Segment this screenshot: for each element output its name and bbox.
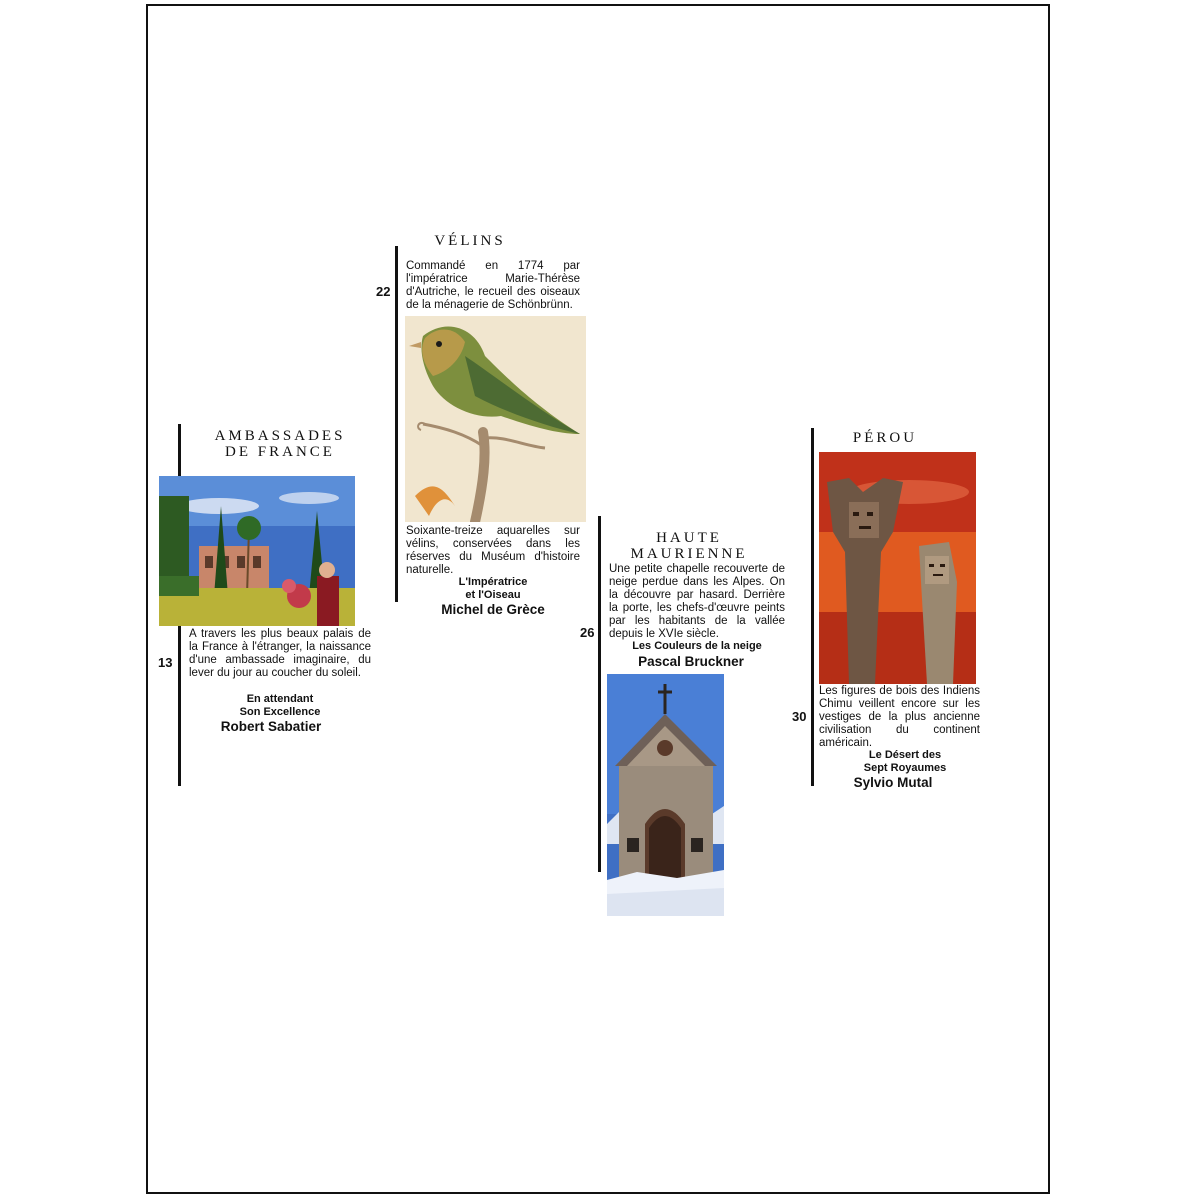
velins-heading	[410, 233, 530, 249]
maurienne-heading	[614, 530, 764, 562]
maurienne-heading-line-2: MAURIENNE	[630, 546, 748, 562]
velins-author: Michel de Grèce	[441, 602, 545, 617]
snowy-chapel-photo	[607, 674, 724, 916]
maurienne-body: Une petite chapelle recouverte de neige perdue dans les Alpes. On la découvre par hasard. Derrière la porte, les chefs-d'œuvre peints par les habitants de la vallée depuis le XVIe siècle.	[609, 563, 785, 640]
maurienne-page-number: 26	[580, 625, 595, 640]
perou-subtitle-line-1: Le Désert des	[868, 749, 942, 761]
perou-body: Les figures de bois des Indiens Chimu veillent encore sur les vestiges de la plus ancienne civilisation du continent américain.	[819, 685, 980, 749]
palace-garden-photo	[159, 476, 355, 626]
velins-heading-line-1: VÉLINS	[434, 233, 506, 249]
ambassades-page-number: 13	[158, 655, 173, 670]
perou-rule	[811, 428, 814, 786]
wooden-figures-photo	[819, 452, 976, 684]
perou-heading-line-1: PÉROU	[852, 430, 918, 446]
maurienne-subtitle	[609, 640, 785, 653]
velins-rule	[395, 246, 398, 602]
maurienne-heading-line-1: HAUTE	[656, 530, 722, 546]
perou-subtitle	[819, 749, 991, 775]
velins-subtitle	[406, 576, 580, 602]
maurienne-rule	[598, 516, 601, 872]
velins-subtitle-line-1: L'Impératrice	[458, 576, 528, 588]
velins-intro: Commandé en 1774 par l'impératrice Marie-Thérèse d'Autriche, le recueil des oiseaux de la ménagerie de Schönbrünn.	[406, 260, 580, 311]
perou-heading	[840, 430, 930, 446]
perou-page-number: 30	[792, 709, 807, 724]
ambassades-subtitle-line-2: Son Excellence	[239, 706, 321, 718]
ambassades-heading-line-1: AMBASSADES	[214, 428, 346, 444]
maurienne-author: Pascal Bruckner	[638, 654, 744, 669]
ambassades-heading-line-2: DE FRANCE	[225, 444, 335, 460]
ambassades-author: Robert Sabatier	[220, 719, 322, 734]
ambassades-subtitle-line-1: En attendant	[246, 693, 314, 705]
ambassades-subtitle	[189, 693, 371, 719]
ambassades-body: A travers les plus beaux palais de la France à l'étranger, la naissance d'une ambassade imaginaire, du lever du jour au coucher du soleil.	[189, 628, 371, 679]
perou-author: Sylvio Mutal	[853, 775, 933, 790]
perou-subtitle-line-2: Sept Royaumes	[863, 762, 947, 774]
maurienne-subtitle-line-1: Les Couleurs de la neige	[632, 640, 762, 652]
velins-body: Soixante-treize aquarelles sur vélins, conservées dans les réserves du Muséum d'histoire naturelle.	[406, 525, 580, 576]
velins-page-number: 22	[376, 284, 391, 299]
ambassades-heading	[190, 428, 370, 460]
velins-subtitle-line-2: et l'Oiseau	[465, 589, 521, 601]
bird-watercolor	[405, 316, 586, 522]
